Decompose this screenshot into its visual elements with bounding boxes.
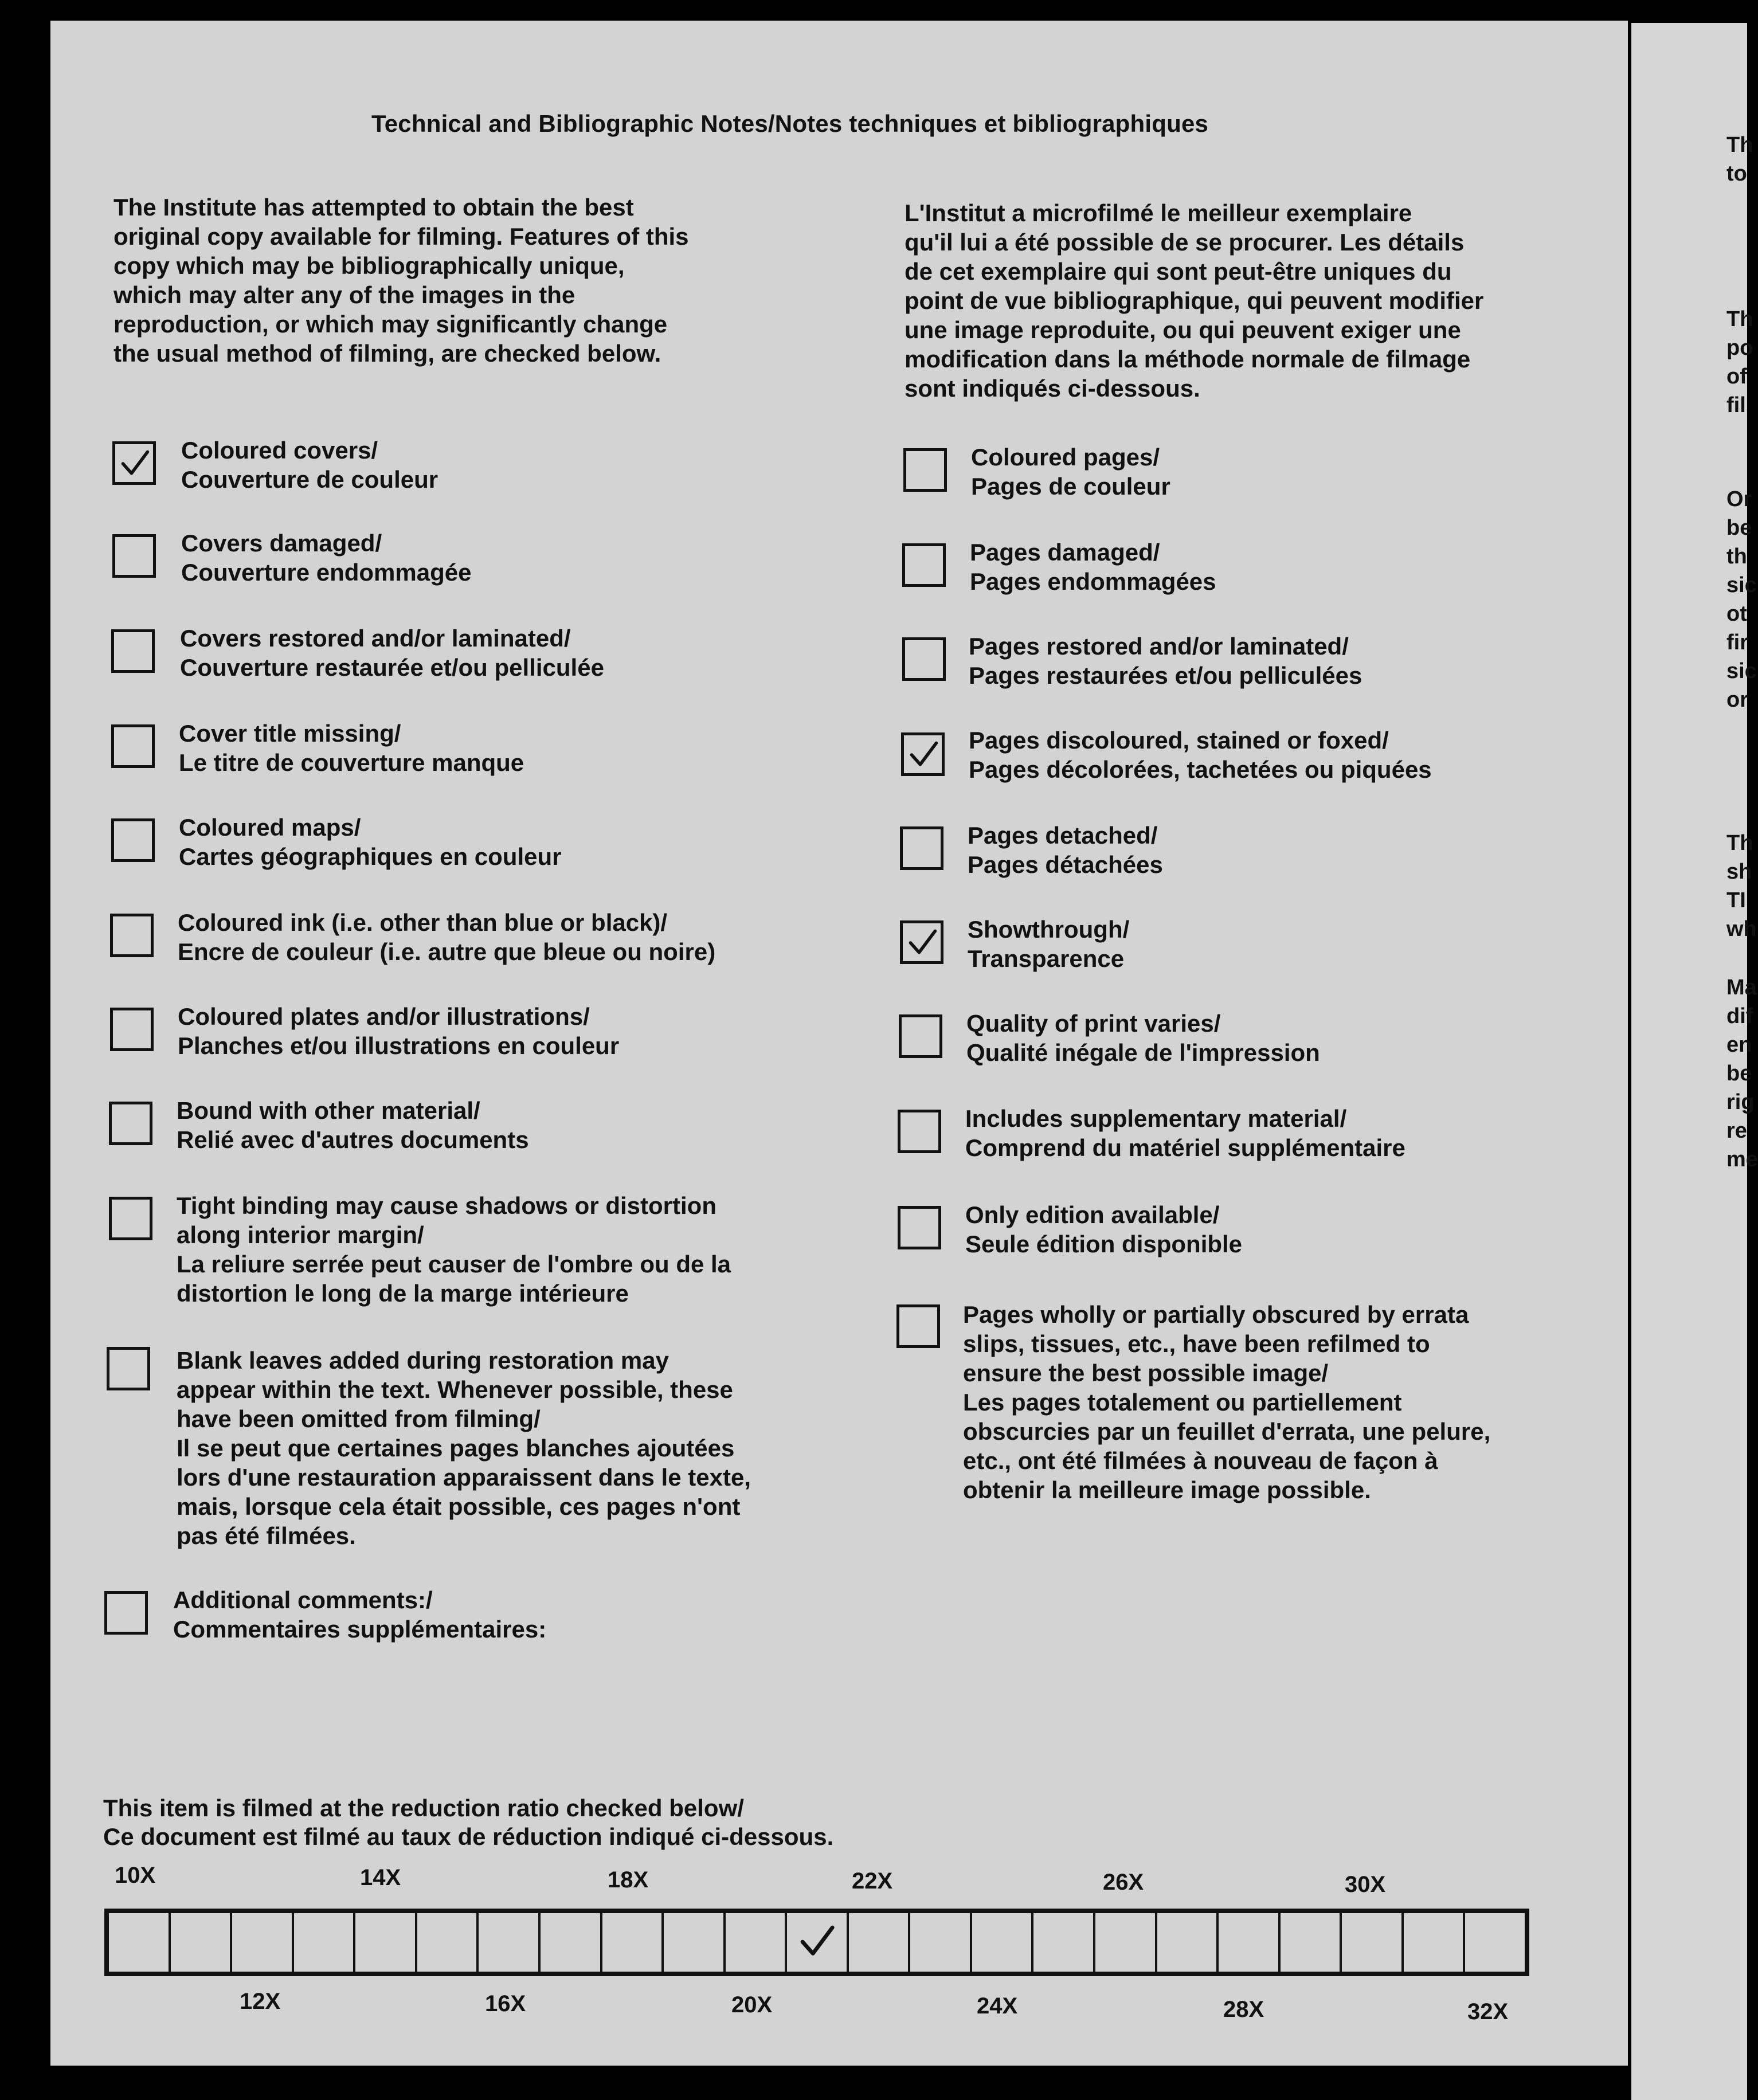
item-label-line: Pages detached/ <box>968 822 1158 849</box>
right-checkbox-6[interactable] <box>899 1014 942 1058</box>
right-checkbox-7[interactable] <box>898 1110 941 1153</box>
adjacent-page-text-fragment: sic <box>1726 659 1757 683</box>
item-label-line: Pages détachées <box>968 851 1163 878</box>
left-item-label-2 <box>180 624 604 682</box>
intro-line: qu'il lui a été possible de se procurer. Les détails <box>905 229 1465 256</box>
item-label-line: Tight binding may cause shadows or distortion <box>177 1192 716 1219</box>
intro-french <box>905 198 1483 403</box>
left-item-label-6 <box>178 1002 619 1060</box>
ratio-cell[interactable] <box>541 1913 602 1972</box>
reduction-ratio-text <box>103 1794 833 1851</box>
item-label-line: mais, lorsque cela était possible, ces pages n'ont <box>177 1493 741 1520</box>
ratio-label-top: 10X <box>115 1863 156 1888</box>
ratio-cell[interactable] <box>972 1913 1034 1972</box>
left-checkbox-1[interactable] <box>112 534 156 578</box>
item-label-line: Comprend du matériel supplémentaire <box>965 1134 1405 1161</box>
item-label-line: Relié avec d'autres documents <box>177 1126 529 1153</box>
right-checkbox-2[interactable] <box>902 637 946 681</box>
left-checkbox-10[interactable] <box>104 1591 148 1635</box>
item-label-line: obtenir la meilleure image possible. <box>963 1476 1371 1503</box>
left-checkbox-2[interactable] <box>111 629 155 673</box>
checkmark-icon <box>119 448 151 480</box>
intro-line: reproduction, or which may significantly change <box>113 311 668 338</box>
adjacent-page-text-fragment: Or <box>1726 487 1752 511</box>
intro-line: modification dans la méthode normale de filmage <box>905 346 1471 373</box>
right-item-label-7 <box>965 1104 1405 1162</box>
intro-line: une image reproduite, ou qui peuvent exiger une <box>905 316 1461 343</box>
adjacent-page-text-fragment: wh <box>1726 917 1757 941</box>
ratio-cell[interactable] <box>726 1913 788 1972</box>
item-label-line: Pages restored and/or laminated/ <box>969 633 1349 660</box>
right-checkbox-9[interactable] <box>896 1304 940 1348</box>
adjacent-page-text-fragment: ot <box>1726 602 1747 626</box>
adjacent-page-text-fragment: fir <box>1726 630 1748 655</box>
adjacent-page-text-fragment: of <box>1726 365 1747 389</box>
ratio-cell[interactable] <box>1219 1913 1281 1972</box>
checkmark-icon <box>797 1922 836 1961</box>
item-label-line: Cover title missing/ <box>179 720 401 747</box>
item-label-line: lors d'une restauration apparaissent dans le texte, <box>177 1464 751 1491</box>
ratio-label-top: 18X <box>608 1867 649 1893</box>
intro-line: the usual method of filming, are checked below. <box>113 340 661 367</box>
item-label-line: Couverture restaurée et/ou pelliculée <box>180 654 604 681</box>
item-label-line: Cartes géographiques en couleur <box>179 843 562 870</box>
ratio-cell[interactable] <box>1281 1913 1342 1972</box>
ratio-cell[interactable] <box>1465 1913 1525 1972</box>
ratio-cell[interactable] <box>171 1913 233 1972</box>
item-label-line: La reliure serrée peut causer de l'ombre ou de la <box>177 1251 731 1278</box>
item-label-line: Quality of print varies/ <box>966 1010 1221 1037</box>
adjacent-page-edge <box>1631 23 1758 2100</box>
item-label-line: Couverture endommagée <box>181 559 472 586</box>
ratio-cell[interactable] <box>787 1913 849 1972</box>
intro-line: point de vue bibliographique, qui peuvent modifier <box>905 287 1484 314</box>
item-label-line: Pages wholly or partially obscured by errata <box>963 1301 1469 1328</box>
ratio-cell[interactable] <box>417 1913 479 1972</box>
adjacent-page-text-fragment: th <box>1726 544 1747 569</box>
ratio-cell[interactable] <box>664 1913 726 1972</box>
left-item-label-7 <box>177 1096 529 1154</box>
adjacent-page-text-fragment: rig <box>1726 1090 1755 1114</box>
item-label-line: Covers damaged/ <box>181 530 382 557</box>
ratio-label-bottom: 20X <box>731 1992 773 2017</box>
reduction-line-en: This item is filmed at the reduction ratio checked below/ <box>103 1795 744 1821</box>
item-label-line: Commentaires supplémentaires: <box>173 1616 547 1643</box>
item-label-line: Couverture de couleur <box>181 466 438 493</box>
right-item-label-9 <box>963 1300 1490 1505</box>
right-item-label-3 <box>969 726 1432 784</box>
ratio-label-top: 30X <box>1345 1872 1386 1897</box>
reduction-ratio-strip <box>104 1909 1529 1976</box>
intro-line: L'Institut a microfilmé le meilleur exemplaire <box>905 199 1412 226</box>
adjacent-page-text-fragment: TI <box>1726 888 1746 912</box>
adjacent-page-text-fragment: me <box>1726 1147 1758 1172</box>
intro-line: sont indiqués ci-dessous. <box>905 375 1200 402</box>
item-label-line: have been omitted from filming/ <box>177 1405 541 1432</box>
ratio-label-bottom: 16X <box>485 1991 526 2016</box>
right-checkbox-4[interactable] <box>900 826 943 870</box>
item-label-line: Qualité inégale de l'impression <box>966 1039 1320 1066</box>
item-label-line: Seule édition disponible <box>965 1231 1243 1257</box>
intro-english <box>113 193 689 368</box>
item-label-line: Coloured covers/ <box>181 437 378 464</box>
item-label-line: Pages décolorées, tachetées ou piquées <box>969 756 1432 783</box>
item-label-line: Coloured plates and/or illustrations/ <box>178 1003 590 1030</box>
ratio-cell[interactable] <box>232 1913 294 1972</box>
ratio-cell[interactable] <box>1033 1913 1095 1972</box>
left-item-label-3 <box>179 719 524 777</box>
ratio-cell[interactable] <box>294 1913 356 1972</box>
right-item-label-5 <box>968 915 1129 973</box>
checkmark-icon <box>907 739 939 771</box>
left-item-label-4 <box>179 813 562 871</box>
item-label-line: appear within the text. Whenever possible, these <box>177 1376 733 1403</box>
adjacent-page-text-fragment: to <box>1726 162 1747 186</box>
item-label-line: Covers restored and/or laminated/ <box>180 625 571 652</box>
left-checkbox-5[interactable] <box>110 914 154 957</box>
adjacent-page-text-fragment: be <box>1726 1061 1752 1086</box>
ratio-cell[interactable] <box>355 1913 417 1972</box>
right-item-label-1 <box>970 538 1216 596</box>
intro-line: de cet exemplaire qui sont peut-être uniques du <box>905 258 1452 285</box>
ratio-label-top: 26X <box>1103 1870 1144 1895</box>
adjacent-page-text-fragment: or <box>1726 688 1748 712</box>
ratio-cell[interactable] <box>1404 1913 1466 1972</box>
item-label-line: Planches et/ou illustrations en couleur <box>178 1032 620 1059</box>
adjacent-page-text-fragment: Th <box>1726 307 1753 331</box>
adjacent-page-text-fragment: be <box>1726 516 1752 540</box>
item-label-line: Additional comments:/ <box>173 1586 433 1613</box>
ratio-cell[interactable] <box>479 1913 541 1972</box>
item-label-line: Pages discoloured, stained or foxed/ <box>969 727 1389 754</box>
ratio-label-bottom: 24X <box>977 1993 1018 2019</box>
item-label-line: Pages de couleur <box>971 473 1170 500</box>
ratio-cell[interactable] <box>910 1913 972 1972</box>
left-checkbox-7[interactable] <box>109 1102 152 1145</box>
item-label-line: slips, tissues, etc., have been refilmed to <box>963 1330 1430 1357</box>
reduction-line-fr: Ce document est filmé au taux de réduction indiqué ci-dessous. <box>103 1823 834 1850</box>
ratio-label-top: 22X <box>852 1868 893 1894</box>
right-checkbox-1[interactable] <box>902 543 946 587</box>
ratio-cell[interactable] <box>602 1913 664 1972</box>
ratio-label-bottom: 28X <box>1223 1997 1264 2022</box>
intro-line: copy which may be bibliographically unique, <box>113 252 625 279</box>
left-checkbox-6[interactable] <box>110 1008 154 1051</box>
adjacent-page-text-fragment: fil <box>1726 393 1746 417</box>
item-label-line: Bound with other material/ <box>177 1097 480 1124</box>
item-label-line: Pages restaurées et/ou pelliculées <box>969 662 1362 689</box>
item-label-line: Pages damaged/ <box>970 539 1160 566</box>
item-label-line: ensure the best possible image/ <box>963 1359 1329 1386</box>
item-label-line: Transparence <box>968 945 1125 972</box>
item-label-line: along interior margin/ <box>177 1221 424 1248</box>
adjacent-page-text-fragment: Th <box>1726 133 1753 157</box>
ratio-cell[interactable] <box>1157 1913 1219 1972</box>
right-item-label-8 <box>965 1200 1242 1259</box>
ratio-cell[interactable] <box>1342 1913 1404 1972</box>
adjacent-page-text-fragment: sh <box>1726 860 1752 884</box>
item-label-line: obscurcies par un feuillet d'errata, une pelure, <box>963 1418 1491 1445</box>
item-label-line: Pages endommagées <box>970 568 1216 595</box>
item-label-line: Showthrough/ <box>968 916 1130 943</box>
left-item-label-1 <box>181 528 471 587</box>
right-item-label-2 <box>969 632 1362 690</box>
right-checkbox-3[interactable] <box>901 732 945 776</box>
item-label-line: Les pages totalement ou partiellement <box>963 1389 1402 1416</box>
right-item-label-6 <box>966 1009 1320 1067</box>
ratio-cell[interactable] <box>1095 1913 1157 1972</box>
left-checkbox-3[interactable] <box>111 724 155 768</box>
adjacent-page-text-fragment: sic <box>1726 573 1757 597</box>
checkmark-icon <box>906 927 938 959</box>
left-checkbox-4[interactable] <box>111 818 155 862</box>
ratio-cell[interactable] <box>849 1913 911 1972</box>
item-label-line: Only edition available/ <box>965 1201 1220 1228</box>
ratio-cell[interactable] <box>109 1913 171 1972</box>
right-item-label-4 <box>968 821 1163 879</box>
adjacent-page-text-fragment: dif <box>1726 1004 1753 1028</box>
item-label-line: pas été filmées. <box>177 1522 356 1549</box>
adjacent-page-text-fragment: Th <box>1726 831 1753 855</box>
intro-line: original copy available for filming. Features of this <box>113 223 689 250</box>
right-item-label-0 <box>971 442 1170 501</box>
item-label-line: Coloured pages/ <box>971 444 1160 471</box>
left-item-label-5 <box>178 908 715 966</box>
item-label-line: Encre de couleur (i.e. autre que bleue ou noire) <box>178 938 716 965</box>
ratio-label-top: 14X <box>360 1865 401 1890</box>
left-item-label-8 <box>177 1191 731 1308</box>
ratio-label-bottom: 32X <box>1467 1999 1509 2024</box>
adjacent-page-text-fragment: re <box>1726 1119 1747 1143</box>
item-label-line: Includes supplementary material/ <box>965 1105 1347 1132</box>
item-label-line: Coloured ink (i.e. other than blue or black)/ <box>178 909 668 936</box>
item-label-line: Coloured maps/ <box>179 814 361 841</box>
right-checkbox-5[interactable] <box>900 920 943 964</box>
intro-line: which may alter any of the images in the <box>113 281 575 308</box>
right-checkbox-0[interactable] <box>903 448 947 492</box>
left-item-label-0 <box>181 436 438 494</box>
left-item-label-9 <box>177 1346 751 1550</box>
item-label-line: Il se peut que certaines pages blanches ajoutées <box>177 1435 735 1462</box>
ratio-label-bottom: 12X <box>240 1989 281 2014</box>
item-label-line: etc., ont été filmées à nouveau de façon à <box>963 1447 1438 1474</box>
item-label-line: Le titre de couverture manque <box>179 749 524 776</box>
item-label-line: Blank leaves added during restoration may <box>177 1347 669 1374</box>
right-checkbox-8[interactable] <box>898 1206 941 1249</box>
intro-line: The Institute has attempted to obtain the best <box>113 194 634 221</box>
page-title: Technical and Bibliographic Notes/Notes techniques et bibliographiques <box>371 110 1209 137</box>
adjacent-page-text-fragment: po <box>1726 336 1753 360</box>
left-checkbox-8[interactable] <box>109 1197 152 1240</box>
left-checkbox-0[interactable] <box>112 441 156 485</box>
adjacent-page-text-fragment: en <box>1726 1033 1752 1057</box>
item-label-line: distortion le long de la marge intérieure <box>177 1280 629 1307</box>
left-item-label-10 <box>173 1585 546 1644</box>
adjacent-page-text-fragment: Ma <box>1726 975 1757 1000</box>
left-checkbox-9[interactable] <box>107 1347 150 1390</box>
